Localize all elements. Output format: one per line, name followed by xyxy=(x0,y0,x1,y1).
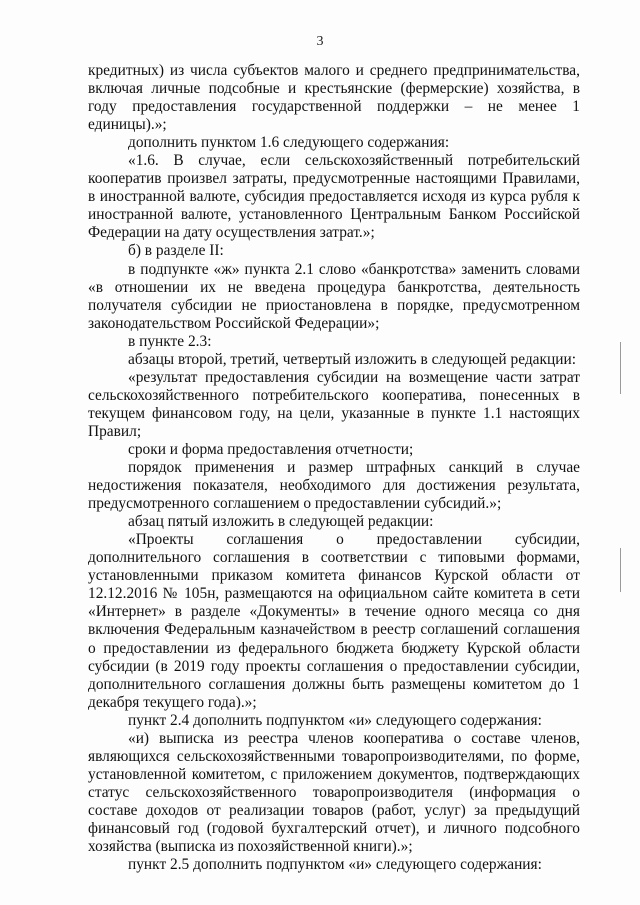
paragraph: абзац пятый изложить в следующей редакции: xyxy=(128,513,434,531)
paragraph: порядок применения и размер штрафных санкций в случае недостижения показателя, необходимого для достижения результата, предусмотренного соглашением о предоставлении субсидий.»; xyxy=(88,459,580,513)
paragraph: «1.6. В случае, если сельскохозяйственный потребительский кооператив произвел затраты, предусмотренные настоящими Правилами, в иностранной валюте, субсидия предоставляется исходя из курса рубля к иностранной валюте, установленного Центральным Банком Российской Федерации на дату осуществления затрат.»; xyxy=(88,152,580,242)
paragraph: «результат предоставления субсидии на возмещение части затрат сельскохозяйственного потребительского кооператива, понесенных в текущем финансовом году, на цели, указанные в пункте 1.1 настоящих Правил; xyxy=(88,368,580,440)
paragraph: абзацы второй, третий, четвертый изложить в следующей редакции: xyxy=(128,350,576,368)
scan-artifact-line xyxy=(620,342,621,394)
paragraph: «Проекты соглашения о предоставлении субсидии, дополнительного соглашения в соответствии с типовыми формами, установленными приказом комитета финансов Курской области от 12.12.2016 № 105н, размещаются на официальном сайте комитета в сети «Интернет» в разделе «Документы» в течение одного месяца со дня включения Федеральным казначейством в реестр соглашений соглашения о предоставлении из федерального бюджета бюджету Курской области субсидии (в 2019 году проекты соглашения о предоставлении субсидии, дополнительного соглашения должны быть размещены комитетом до 1 декабря текущего года).»; xyxy=(88,531,580,711)
page-number: 3 xyxy=(316,34,324,49)
paragraph: кредитных) из числа субъектов малого и среднего предпринимательства, включая личные подсобные и крестьянские (фермерские) хозяйства, в году предоставления государственной поддержки – не менее 1 единицы).»; xyxy=(88,62,580,134)
paragraph: «и) выписка из реестра членов кооператива о составе членов, являющихся сельскохозяйственными товаропроизводителями, по форме, установленной комитетом, с приложением документов, подтверждающих статус сельскохозяйственного товаропроизводителя (информация о составе доходов от реализации товаров (работ, услуг) за предыдущий финансовый год (годовой бухгалтерский отчет), и личного подсобного хозяйства (выписка из похозяйственной книги).»; xyxy=(88,729,580,856)
document-body xyxy=(88,62,580,874)
paragraph: пункт 2.4 дополнить подпунктом «и» следующего содержания: xyxy=(128,711,542,729)
scan-artifact-line xyxy=(620,548,621,592)
paragraph: сроки и форма предоставления отчетности; xyxy=(128,440,414,458)
paragraph: пункт 2.5 дополнить подпунктом «и» следующего содержания: xyxy=(128,856,542,874)
paragraph: дополнить пунктом 1.6 следующего содержания: xyxy=(128,134,450,152)
paragraph: в пункте 2.3: xyxy=(128,332,212,350)
paragraph: в подпункте «ж» пункта 2.1 слово «банкротства» заменить словами «в отношении их не введена процедура банкротства, деятельность получателя субсидии не приостановлена в порядке, предусмотренном законодательством Российской Федерации»; xyxy=(88,260,580,332)
paragraph: б) в разделе II: xyxy=(128,242,224,260)
